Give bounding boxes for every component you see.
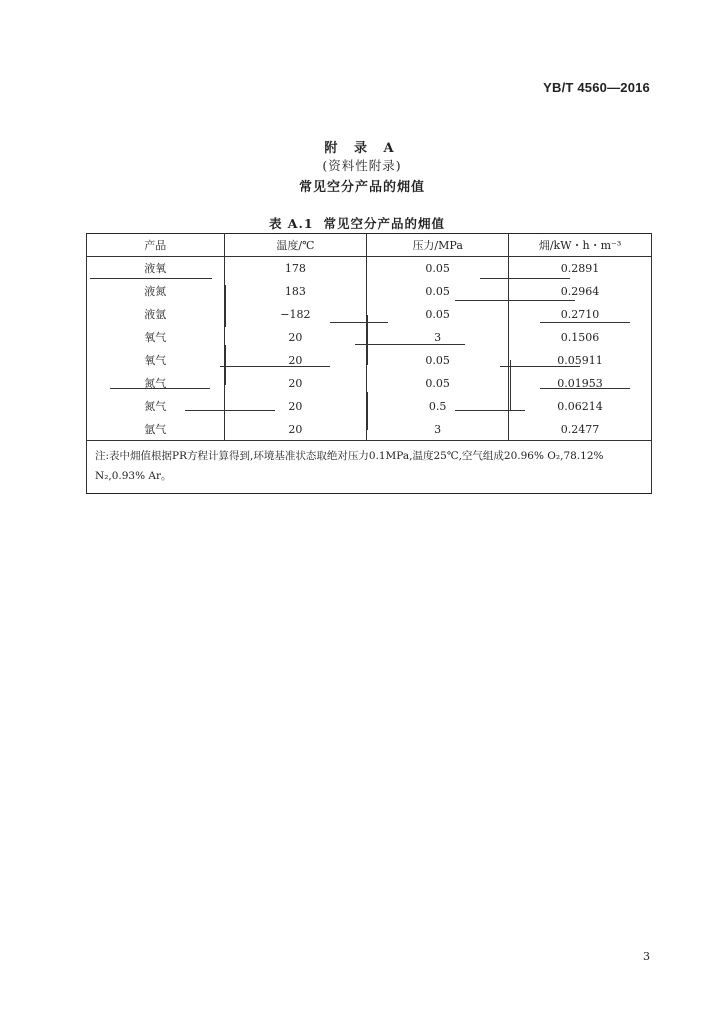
cell-exergy: 0.1506 xyxy=(509,326,652,349)
table-note: 注:表中㶲值根据PR方程计算得到,环境基准状态取绝对压力0.1MPa,温度25℃,空气组成20.96% O₂,78.12% N₂,0.93% Ar。 xyxy=(87,441,652,494)
standard-number: YB/T 4560—2016 xyxy=(543,80,650,95)
cell-exergy: 0.06214 xyxy=(509,395,652,418)
cell-pressure: 0.05 xyxy=(367,257,509,280)
scan-rule xyxy=(500,366,580,367)
cell-product: 氧气 xyxy=(87,349,225,372)
cell-temperature: 20 xyxy=(224,349,367,372)
table-row xyxy=(87,326,652,349)
appendix-title: 附 录 A xyxy=(324,141,400,156)
scan-rule xyxy=(185,410,275,411)
cell-exergy: 0.2964 xyxy=(509,280,652,303)
table-caption xyxy=(0,214,724,232)
table-note-row xyxy=(87,441,652,494)
exergy-table xyxy=(86,233,652,494)
cell-pressure: 3 xyxy=(367,418,509,441)
scan-rule xyxy=(355,344,465,345)
scan-rule xyxy=(225,285,226,327)
column-header-pressure: 压力/MPa xyxy=(367,234,509,257)
scan-rule xyxy=(540,388,630,389)
scan-rule xyxy=(90,278,212,279)
cell-pressure: 0.05 xyxy=(367,372,509,395)
cell-temperature: 183 xyxy=(224,280,367,303)
table-row xyxy=(87,372,652,395)
scan-rule xyxy=(367,315,368,365)
table-caption-text: 常见空分产品的㶲值 xyxy=(323,216,446,231)
cell-temperature: 178 xyxy=(224,257,367,280)
cell-pressure: 0.05 xyxy=(367,303,509,326)
column-header-exergy: 㶲/kW・h・m⁻³ xyxy=(509,234,652,257)
cell-pressure: 0.05 xyxy=(367,349,509,372)
appendix-subtitle: 常见空分产品的㶲值 xyxy=(298,180,425,195)
cell-product: 氩气 xyxy=(87,418,225,441)
cell-temperature: 20 xyxy=(224,372,367,395)
column-header-product: 产品 xyxy=(87,234,225,257)
scan-rule xyxy=(480,278,570,279)
scan-rule xyxy=(367,392,368,430)
column-header-temperature: 温度/℃ xyxy=(224,234,367,257)
cell-product: 液氩 xyxy=(87,303,225,326)
cell-product: 氮气 xyxy=(87,395,225,418)
table-row xyxy=(87,418,652,441)
cell-temperature: 20 xyxy=(224,395,367,418)
table-row xyxy=(87,257,652,280)
scan-rule xyxy=(225,345,226,385)
cell-product: 氧气 xyxy=(87,326,225,349)
cell-product: 液氮 xyxy=(87,280,225,303)
appendix-type: (资料性附录) xyxy=(322,158,402,173)
scan-rule xyxy=(510,360,511,410)
cell-product: 氮气 xyxy=(87,372,225,395)
cell-temperature: 20 xyxy=(224,418,367,441)
cell-exergy: 0.01953 xyxy=(509,372,652,395)
scan-rule xyxy=(330,322,388,323)
scan-rule xyxy=(455,300,575,301)
cell-temperature: −182 xyxy=(224,303,367,326)
cell-temperature: 20 xyxy=(224,326,367,349)
table-number: 表 A.1 xyxy=(268,216,314,231)
cell-pressure: 3 xyxy=(367,326,509,349)
scan-rule xyxy=(455,410,525,411)
table-header-row xyxy=(87,234,652,257)
table-row xyxy=(87,395,652,418)
cell-exergy: 0.05911 xyxy=(509,349,652,372)
cell-exergy: 0.2477 xyxy=(509,418,652,441)
cell-product: 液氧 xyxy=(87,257,225,280)
cell-exergy: 0.2891 xyxy=(509,257,652,280)
cell-exergy: 0.2710 xyxy=(509,303,652,326)
scan-rule xyxy=(110,388,210,389)
page-number: 3 xyxy=(643,950,650,963)
scan-rule xyxy=(540,322,630,323)
cell-pressure: 0.5 xyxy=(367,395,509,418)
cell-pressure: 0.05 xyxy=(367,280,509,303)
scan-rule xyxy=(220,366,330,367)
table-row xyxy=(87,349,652,372)
